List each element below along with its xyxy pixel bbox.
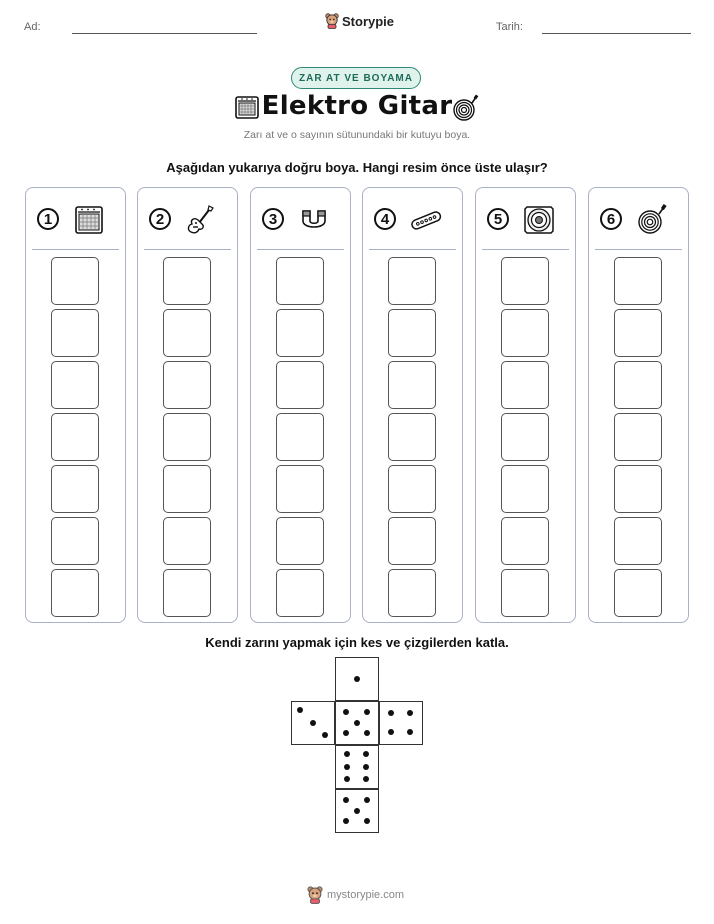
color-box[interactable] [501,257,549,305]
dice-face-4 [379,701,423,745]
color-box[interactable] [163,569,211,617]
dice-column-4 [362,187,463,623]
color-box[interactable] [388,517,436,565]
color-box[interactable] [388,257,436,305]
color-box[interactable] [388,361,436,409]
color-box[interactable] [276,569,324,617]
dice-column-3 [250,187,351,623]
bear-mascot-icon [325,13,339,29]
color-box[interactable] [388,465,436,513]
color-box[interactable] [163,413,211,461]
footer-url: mystorypie.com [327,889,405,901]
dice-pip [363,764,369,770]
dice-column-5 [475,187,576,623]
name-line[interactable] [72,33,257,34]
dice-pip [343,730,349,736]
column-divider [32,249,119,250]
dice-pip [354,676,360,682]
speaker-icon [522,203,556,237]
dice-pip [364,730,370,736]
instruction-text: Aşağıdan yukarıya doğru boya. Hangi resim önce üste ulaşır? [166,160,548,175]
column-header [251,188,350,250]
color-box[interactable] [276,309,324,357]
dice-face-3 [291,701,335,745]
dice-caption: Kendi zarını yapmak için kes ve çizgilerden katla. [205,635,509,650]
color-box[interactable] [163,517,211,565]
column-number: 2 [149,208,171,230]
magnet-icon [297,203,331,237]
amplifier-icon [72,203,106,237]
brand-name: Storypie [342,13,395,29]
dice-pip [344,776,350,782]
dice-pip [343,797,349,803]
dice-pip [322,732,328,738]
dice-column-6 [588,187,689,623]
brand-logo [325,13,394,29]
column-header [26,188,125,250]
activity-badge: ZAR AT VE BOYAMA [291,67,421,89]
dice-pip [407,710,413,716]
color-box[interactable] [276,257,324,305]
column-header [476,188,575,250]
column-number: 1 [37,208,59,230]
color-box[interactable] [276,517,324,565]
color-box[interactable] [51,569,99,617]
dice-face-6 [335,745,379,789]
color-box[interactable] [51,309,99,357]
color-box[interactable] [51,361,99,409]
column-header [363,188,462,250]
color-box[interactable] [501,309,549,357]
page-title: Elektro Gitar [261,91,453,121]
name-label: Ad: [24,21,41,33]
column-number: 3 [262,208,284,230]
cable-icon [635,203,669,237]
dice-pip [363,751,369,757]
column-divider [369,249,456,250]
column-divider [257,249,344,250]
dice-pip [310,720,316,726]
color-box[interactable] [276,361,324,409]
dice-pip [354,720,360,726]
dice-pip [343,818,349,824]
color-box[interactable] [388,309,436,357]
date-label: Tarih: [496,21,523,33]
dice-face-5 [335,789,379,833]
column-number: 5 [487,208,509,230]
dice-pip [297,707,303,713]
color-box[interactable] [276,413,324,461]
dice-pip [344,764,350,770]
dice-face-5 [335,701,379,745]
dice-column-2 [137,187,238,623]
dice-pip [364,818,370,824]
color-box[interactable] [614,569,662,617]
color-box[interactable] [163,465,211,513]
color-box[interactable] [501,465,549,513]
dice-face-1 [335,657,379,701]
dice-pip [407,729,413,735]
dice-pip [388,710,394,716]
color-box[interactable] [614,309,662,357]
color-box[interactable] [163,361,211,409]
page-subtitle: Zarı at ve o sayının sütunundaki bir kutuyu boya. [243,129,471,141]
date-line[interactable] [542,33,691,34]
color-box[interactable] [501,517,549,565]
column-number: 6 [600,208,622,230]
column-number: 4 [374,208,396,230]
column-header [589,188,688,250]
color-box[interactable] [501,361,549,409]
color-box[interactable] [501,569,549,617]
column-header [138,188,237,250]
color-box[interactable] [163,257,211,305]
bear-mascot-icon [307,886,323,904]
color-box[interactable] [388,413,436,461]
color-box[interactable] [51,257,99,305]
color-box[interactable] [614,465,662,513]
dice-pip [343,709,349,715]
guitar-pickup-icon [409,203,443,237]
column-divider [144,249,231,250]
color-box[interactable] [51,413,99,461]
column-divider [482,249,569,250]
color-box[interactable] [388,569,436,617]
dice-pip [354,808,360,814]
color-box[interactable] [51,517,99,565]
cable-icon [452,94,480,122]
color-box[interactable] [614,413,662,461]
dice-pip [344,751,350,757]
color-box[interactable] [614,517,662,565]
color-box[interactable] [51,465,99,513]
color-box[interactable] [614,361,662,409]
color-box[interactable] [276,465,324,513]
dice-pip [364,709,370,715]
dice-pip [363,776,369,782]
color-box[interactable] [501,413,549,461]
dice-column-1 [25,187,126,623]
color-box[interactable] [614,257,662,305]
color-box[interactable] [163,309,211,357]
dice-pip [388,729,394,735]
footer [307,886,404,904]
dice-pip [364,797,370,803]
electric-guitar-icon [184,203,218,237]
column-divider [595,249,682,250]
